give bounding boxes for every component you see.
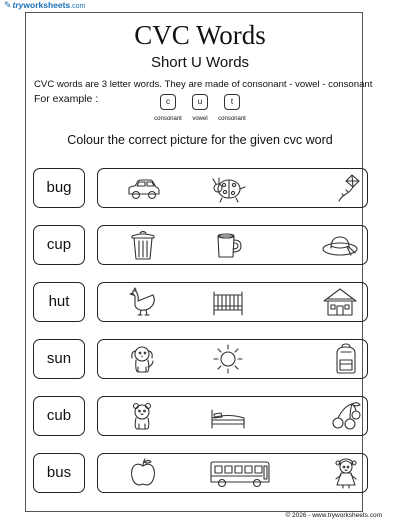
bed-icon[interactable] (208, 400, 248, 432)
puppy-icon[interactable] (123, 343, 163, 375)
pencil-icon: ✎ (4, 0, 12, 10)
example-caption: consonant (218, 116, 246, 122)
bus-icon[interactable] (208, 457, 272, 489)
hen-icon[interactable] (123, 286, 163, 318)
backpack-icon[interactable] (326, 343, 366, 375)
crib-icon[interactable] (208, 286, 248, 318)
word-box-sun: sun (33, 339, 85, 379)
picture-row-bus (97, 453, 368, 493)
cvc-description: CVC words are 3 letter words. They are made of consonant - vowel - consonant (34, 79, 373, 90)
doll-icon[interactable] (326, 457, 366, 489)
sun-icon[interactable] (208, 343, 248, 375)
word-box-cub: cub (33, 396, 85, 436)
instruction-text: Colour the correct picture for the given cvc word (67, 133, 333, 147)
site-logo: ✎tryworksheets.com (4, 0, 86, 10)
worksheet-subtitle: Short U Words (150, 54, 250, 71)
copyright-footer: © 2026 - www.tryworksheets.com (285, 512, 382, 519)
hut-icon[interactable] (320, 286, 360, 318)
word-box-cup: cup (33, 225, 85, 265)
trash-can-icon[interactable] (123, 229, 163, 261)
apple-icon[interactable] (123, 457, 163, 489)
kite-icon[interactable] (326, 172, 366, 204)
picture-row-sun (97, 339, 368, 379)
example-label: For example : (34, 93, 99, 105)
ladybug-icon[interactable] (208, 172, 248, 204)
sun-hat-icon[interactable] (320, 229, 360, 261)
lion-cub-icon[interactable] (123, 400, 163, 432)
example-caption: consonant (154, 116, 182, 122)
worksheet-title: CVC Words (134, 20, 266, 50)
example-letter-u: u (192, 94, 208, 110)
picture-row-cub (97, 396, 368, 436)
mug-icon[interactable] (208, 229, 248, 261)
word-box-hut: hut (33, 282, 85, 322)
word-box-bug: bug (33, 168, 85, 208)
example-caption: vowel (192, 116, 208, 122)
picture-row-hut (97, 282, 368, 322)
example-letter-c: c (160, 94, 176, 110)
word-box-bus: bus (33, 453, 85, 493)
example-letter-t: t (224, 94, 240, 110)
cherries-icon[interactable] (326, 400, 366, 432)
picture-row-bug (97, 168, 368, 208)
picture-row-cup (97, 225, 368, 265)
toy-car-icon[interactable] (123, 172, 163, 204)
